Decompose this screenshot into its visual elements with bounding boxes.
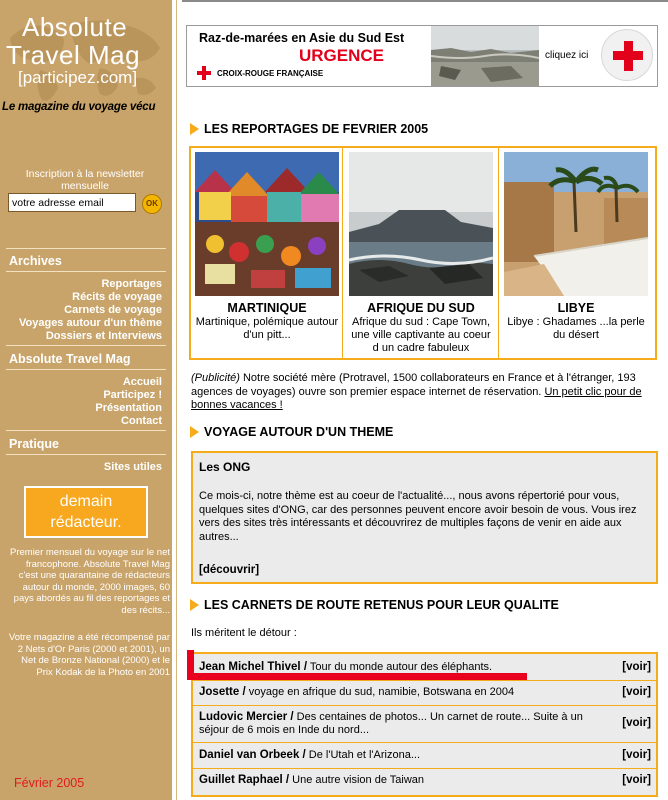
- reportages-box: [189, 146, 657, 360]
- archives-title: Archives: [9, 254, 62, 268]
- menu-link-reportages[interactable]: Reportages: [101, 278, 162, 290]
- card-separator: [342, 148, 343, 358]
- ad-cta-panel: [539, 26, 657, 86]
- carnet-author: Daniel van Orbeek /: [199, 749, 306, 761]
- demain-redacteur-banner[interactable]: [24, 486, 148, 538]
- ad-cta-text: cliquez ici: [545, 50, 589, 61]
- carnet-row[interactable]: [199, 711, 599, 737]
- row-divider: [193, 768, 656, 769]
- card-desc: Afrique du sud : Cape Town, une ville captivante au coeur d un cadre fabuleux: [351, 316, 491, 354]
- sidebar-divider: [6, 369, 166, 370]
- menu-link-themes[interactable]: Voyages autour d'un thème: [19, 317, 162, 329]
- menu-link-recits[interactable]: Récits de voyage: [72, 291, 162, 303]
- theme-box: [191, 451, 658, 584]
- logo-line2: Travel Mag: [6, 40, 141, 70]
- card-desc: Martinique, polémique autour d'un pitt...: [195, 316, 339, 341]
- sidebar-divider: [6, 454, 166, 455]
- sidebar: [0, 0, 172, 800]
- carnet-row[interactable]: [199, 686, 651, 699]
- vertical-divider: [176, 0, 177, 800]
- carnet-author: Jean Michel Thivel /: [199, 661, 308, 673]
- sidebar-divider: [6, 271, 166, 272]
- martinique-photo[interactable]: [195, 152, 339, 296]
- triangle-bullet-icon: [190, 123, 199, 135]
- decouvrir-link[interactable]: [découvrir]: [199, 564, 260, 576]
- advertisement-text: [191, 372, 661, 413]
- voir-link[interactable]: [voir]: [622, 749, 651, 761]
- ad-headline: Raz-de-marées en Asie du Sud Est: [199, 31, 405, 45]
- logo-line3: [participez.com]: [18, 68, 138, 87]
- carnet-desc: Tour du monde autour des éléphants.: [307, 661, 493, 673]
- table-mountain-icon: [349, 152, 493, 296]
- red-cross-ad-banner[interactable]: [186, 25, 658, 87]
- card-title[interactable]: MARTINIQUE: [227, 301, 307, 315]
- menu-link-dossiers[interactable]: Dossiers et Interviews: [45, 330, 162, 342]
- logo-line1: Absolute: [22, 12, 128, 42]
- red-cross-icon: [197, 66, 211, 80]
- martinique-painting-icon: [195, 152, 339, 296]
- row-divider: [193, 742, 656, 743]
- pub-link[interactable]: Un petit clic pour de bonnes vacances !: [191, 385, 642, 411]
- voir-link[interactable]: [voir]: [622, 717, 651, 729]
- card-title[interactable]: AFRIQUE DU SUD: [367, 301, 475, 315]
- report-card-libye[interactable]: [502, 152, 650, 342]
- triangle-bullet-icon: [190, 426, 199, 438]
- site-logo[interactable]: [0, 8, 172, 113]
- ghadames-photo[interactable]: [504, 152, 648, 296]
- sidebar-divider: [6, 430, 166, 431]
- pub-body: Notre société mère (Protravel, 1500 collaborateurs en France et à l'étranger, 193 agences de voyages) ouvre son premier espace internet de réservation.: [191, 372, 636, 398]
- pratique-menu: [104, 461, 162, 474]
- carnet-row[interactable]: [199, 749, 651, 762]
- capetown-photo[interactable]: [349, 152, 493, 296]
- menu-link-carnets[interactable]: Carnets de voyage: [64, 304, 162, 316]
- ad-cross-badge: [601, 29, 653, 81]
- tsunami-photo: [431, 26, 539, 86]
- carnet-author: Guillet Raphael /: [199, 774, 290, 786]
- menu-link-participez[interactable]: Participez !: [103, 389, 162, 401]
- newsletter-label: Inscription à la newsletter mensuelle: [25, 168, 145, 192]
- report-card-martinique[interactable]: [193, 152, 341, 342]
- card-separator: [498, 148, 499, 358]
- theme-title: VOYAGE AUTOUR D'UN THEME: [204, 425, 394, 439]
- row-divider: [193, 705, 656, 706]
- carnets-title: LES CARNETS DE ROUTE RETENUS POUR LEUR QUALITE: [204, 598, 559, 612]
- banner-line2: rédacteur.: [50, 514, 122, 531]
- carnet-desc: voyage en afrique du sud, namibie, Botswana en 2004: [245, 686, 515, 698]
- atm-title: Absolute Travel Mag: [9, 352, 131, 366]
- menu-link-sites-utiles[interactable]: Sites utiles: [103, 461, 162, 473]
- sidebar-divider: [6, 345, 166, 346]
- carnet-row[interactable]: [199, 774, 651, 787]
- red-highlight-underline: [187, 673, 527, 680]
- card-title[interactable]: LIBYE: [557, 301, 595, 315]
- newsletter-email-input[interactable]: [8, 193, 136, 212]
- about-text: Premier mensuel du voyage sur le net francophone. Absolute Travel Mag c'est une quarantaine de rédacteurs autour du monde, 2000 images, 60 pays abordés au fil des reportages et des récits...: [10, 547, 170, 616]
- menu-link-presentation[interactable]: Présentation: [95, 402, 162, 414]
- site-tagline: Le magazine du voyage vécu: [2, 101, 156, 113]
- carnet-author: Josette /: [199, 686, 246, 698]
- awards-text: Votre magazine a été récompensé par 2 Nets d'Or Paris (2000 et 2001), un Net de Bronze National (2000) et le Prix Kodak de la Photo en 2001: [8, 632, 170, 678]
- theme-box-title: Les ONG: [199, 460, 251, 474]
- atm-menu: [95, 376, 162, 428]
- ad-urgence: URGENCE: [299, 46, 385, 65]
- red-cross-badge-icon: [602, 30, 654, 82]
- carnet-desc: Des centaines de photos... Un carnet de route... Suite à un séjour de 6 mois en Inde du nord...: [199, 711, 583, 736]
- row-divider: [193, 680, 656, 681]
- sidebar-divider: [6, 248, 166, 249]
- menu-link-contact[interactable]: Contact: [121, 415, 162, 427]
- red-highlight-bracket: [187, 650, 194, 680]
- ad-text-panel: [187, 26, 431, 86]
- carnet-desc: De l'Utah et l'Arizona...: [305, 749, 420, 761]
- menu-link-accueil[interactable]: Accueil: [122, 376, 162, 388]
- theme-box-text: Ce mois-ci, notre thème est au coeur de l'actualité..., nous avons répertorié pour vous, quelques sites d'ONG, car des personnes peuvent encore avoir besoin de vous. Vous irez vers des sites très intéressants et découvrirez de multiples façons de venir en aide aux autres...: [199, 490, 637, 543]
- voir-link[interactable]: [voir]: [622, 686, 651, 698]
- triangle-bullet-icon: [190, 599, 199, 611]
- reportages-title: LES REPORTAGES DE FEVRIER 2005: [204, 122, 429, 136]
- newsletter-ok-button[interactable]: OK: [142, 194, 162, 214]
- card-desc: Libye : Ghadames ...la perle du désert: [507, 316, 645, 341]
- pub-label: (Publicité): [191, 372, 240, 384]
- issue-date: Février 2005: [14, 776, 85, 790]
- sidebar-gutter: [172, 0, 182, 800]
- ad-org: CROIX-ROUGE FRANÇAISE: [217, 69, 324, 78]
- voir-link[interactable]: [voir]: [622, 774, 651, 786]
- carnet-author: Ludovic Mercier /: [199, 711, 294, 723]
- flood-scene-icon: [431, 26, 539, 86]
- banner-line1: demain: [59, 493, 113, 510]
- desert-village-icon: [504, 152, 648, 296]
- pratique-title: Pratique: [9, 437, 60, 451]
- voir-link[interactable]: [voir]: [622, 661, 651, 673]
- carnets-intro: Ils méritent le détour :: [191, 627, 297, 639]
- report-card-afrique-du-sud[interactable]: [347, 152, 495, 355]
- carnet-desc: Une autre vision de Taiwan: [289, 774, 425, 786]
- archives-menu: [19, 278, 162, 343]
- top-rule: [182, 0, 668, 2]
